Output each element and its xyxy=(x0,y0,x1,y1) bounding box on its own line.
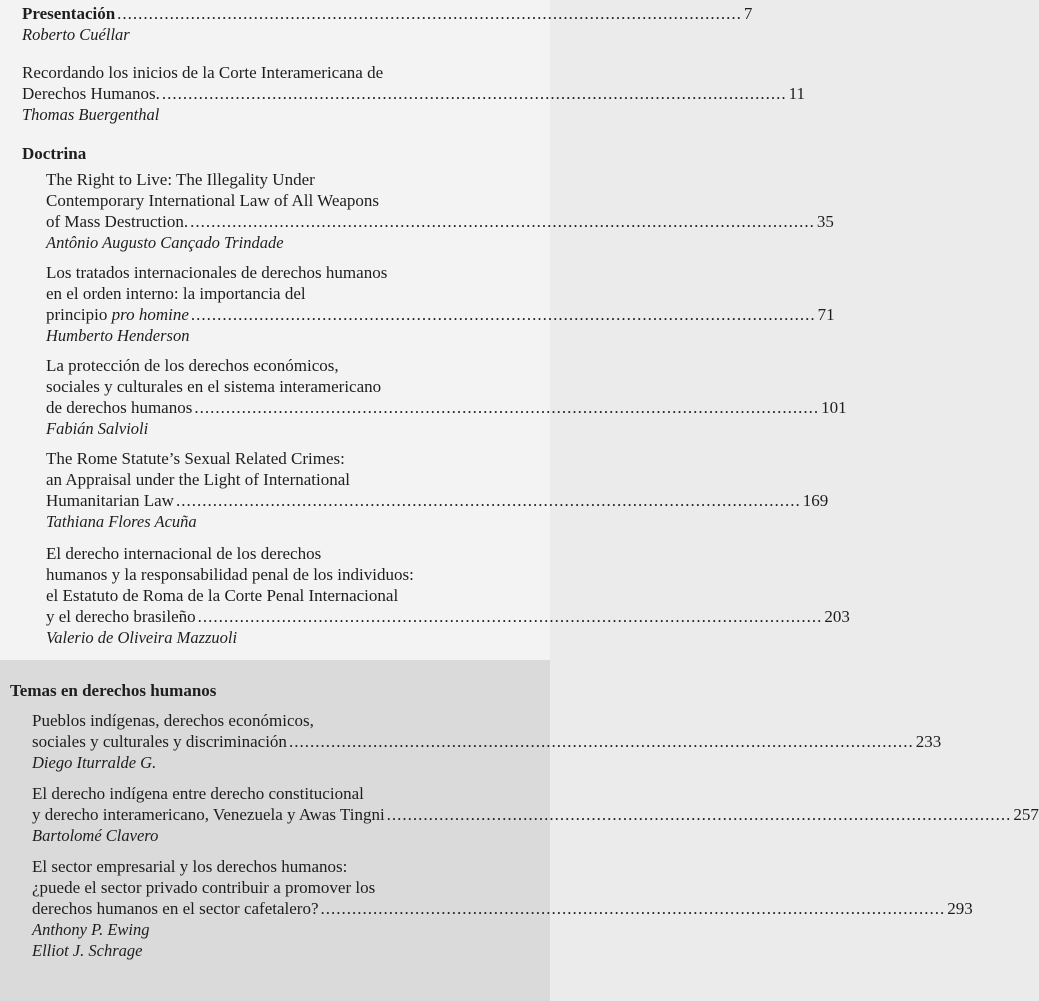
page-number: 35 xyxy=(816,212,834,231)
toc-entry: The Right to Live: The Illegality Under Contemporary International Law of All Weapons of Mass Destruction. ....................................................................................................................... 35 Antônio Augusto Cançado Trindade xyxy=(46,170,834,252)
toc-entry: Los tratados internacionales de derechos humanos en el orden interno: la importancia del principio pro homine ....................................................................................................................... 71 Humberto Henderson xyxy=(46,263,835,345)
entry-title-line: Los tratados internacionales de derechos humanos xyxy=(46,263,388,282)
entry-title-line: an Appraisal under the Light of International xyxy=(46,470,351,489)
author-name: Antônio Augusto Cançado Trindade xyxy=(46,233,284,252)
page-number: 293 xyxy=(947,899,973,918)
entry-title-line: en el orden interno: la importancia del xyxy=(46,284,306,303)
entry-title-line: The Rome Statute’s Sexual Related Crimes: xyxy=(46,449,345,468)
author-name: Humberto Henderson xyxy=(46,326,190,345)
author-name: Anthony P. Ewing xyxy=(32,920,150,939)
author-name: Elliot J. Schrage xyxy=(32,941,143,960)
page-number: 7 xyxy=(743,4,753,23)
entry-title-line: El derecho internacional de los derechos xyxy=(46,544,322,563)
author-name: Diego Iturralde G. xyxy=(32,753,157,772)
entry-title-line: The Right to Live: The Illegality Under xyxy=(46,170,315,189)
entry-title-line: de derechos humanos xyxy=(46,398,193,417)
entry-title-line: principio xyxy=(46,305,112,324)
page-number: 71 xyxy=(817,305,835,324)
author-name: Valerio de Oliveira Mazzuoli xyxy=(46,628,238,647)
page-number: 203 xyxy=(824,607,850,626)
entry-title-line: sociales y culturales y discriminación xyxy=(32,732,287,751)
entry-title-line: y el derecho brasileño xyxy=(46,607,196,626)
toc-entry: El derecho indígena entre derecho constitucional y derecho interamericano, Venezuela y Awas Tingni ....................................................................................................................... 257 Bartolomé Clavero xyxy=(32,784,1039,845)
toc-entry: La protección de los derechos económicos, sociales y culturales en el sistema interamericano de derechos humanos ....................................................................................................................... 101 Fabián Salvioli xyxy=(46,356,847,438)
entry-title-line: sociales y culturales en el sistema interamericano xyxy=(46,377,382,396)
entry-title-line: Humanitarian Law xyxy=(46,491,174,510)
page-number: 233 xyxy=(915,732,942,751)
toc-entry: El sector empresarial y los derechos humanos: ¿puede el sector privado contribuir a promover los derechos humanos en el sector cafetalero? ....................................................................................................................... 293 Anthony P. Ewing Elliot J. Schrage xyxy=(32,857,973,960)
toc-entry: The Rome Statute’s Sexual Related Crimes: an Appraisal under the Light of International Humanitarian Law ....................................................................................................................... 169 Tathiana Flores Acuña xyxy=(46,449,829,531)
page-number: 11 xyxy=(788,84,805,103)
author-name: Fabián Salvioli xyxy=(46,419,149,438)
page-number: 169 xyxy=(802,491,829,510)
entry-title-line: Pueblos indígenas, derechos económicos, xyxy=(32,711,314,730)
toc-entry-presentacion: Presentación ....................................................................................................................... 7 Roberto Cuéllar xyxy=(22,4,753,44)
entry-title-line: Contemporary International Law of All Weapons xyxy=(46,191,380,210)
author-name: Thomas Buergenthal xyxy=(22,105,160,124)
author-name: Bartolomé Clavero xyxy=(32,826,159,845)
author-name: Roberto Cuéllar xyxy=(22,25,130,44)
page-number: 101 xyxy=(821,398,847,417)
entry-title-line: ¿puede el sector privado contribuir a promover los xyxy=(32,878,376,897)
toc-entry: El derecho internacional de los derechos humanos y la responsabilidad penal de los individuos: el Estatuto de Roma de la Corte Penal Internacional y el derecho brasileño ....................................................................................................................... 203 Valerio de Oliveira Mazzuoli xyxy=(46,544,850,647)
entry-title-line: El sector empresarial y los derechos humanos: xyxy=(32,857,348,876)
entry-title-line: of Mass Destruction. xyxy=(46,212,189,231)
entry-title-line: y derecho interamericano, Venezuela y Awas Tingni xyxy=(32,805,385,824)
page-number: 257 xyxy=(1013,805,1039,824)
entry-title-line: el Estatuto de Roma de la Corte Penal Internacional xyxy=(46,586,399,605)
entry-title-line: Derechos Humanos. xyxy=(22,84,160,103)
entry-title-line: derechos humanos en el sector cafetalero? xyxy=(32,899,319,918)
section-heading-doctrina: Doctrina xyxy=(22,144,87,163)
entry-title-line: El derecho indígena entre derecho constitucional xyxy=(32,784,364,803)
section-heading-temas: Temas en derechos humanos xyxy=(10,681,217,700)
section-heading-presentacion: Presentación xyxy=(22,4,116,23)
entry-title-line: La protección de los derechos económicos, xyxy=(46,356,339,375)
entry-title-italic: pro homine xyxy=(111,305,189,324)
author-name: Tathiana Flores Acuña xyxy=(46,512,197,531)
toc-entry: Pueblos indígenas, derechos económicos, sociales y culturales y discriminación ....................................................................................................................... 233 Diego Iturralde G. xyxy=(32,711,942,772)
entry-title-line: humanos y la responsabilidad penal de los individuos: xyxy=(46,565,414,584)
toc-entry-recordando: Recordando los inicios de la Corte Interamericana de Derechos Humanos. ....................................................................................................................... 11 Thomas Buergenthal xyxy=(22,63,805,124)
entry-title-line: Recordando los inicios de la Corte Interamericana de xyxy=(22,63,384,82)
